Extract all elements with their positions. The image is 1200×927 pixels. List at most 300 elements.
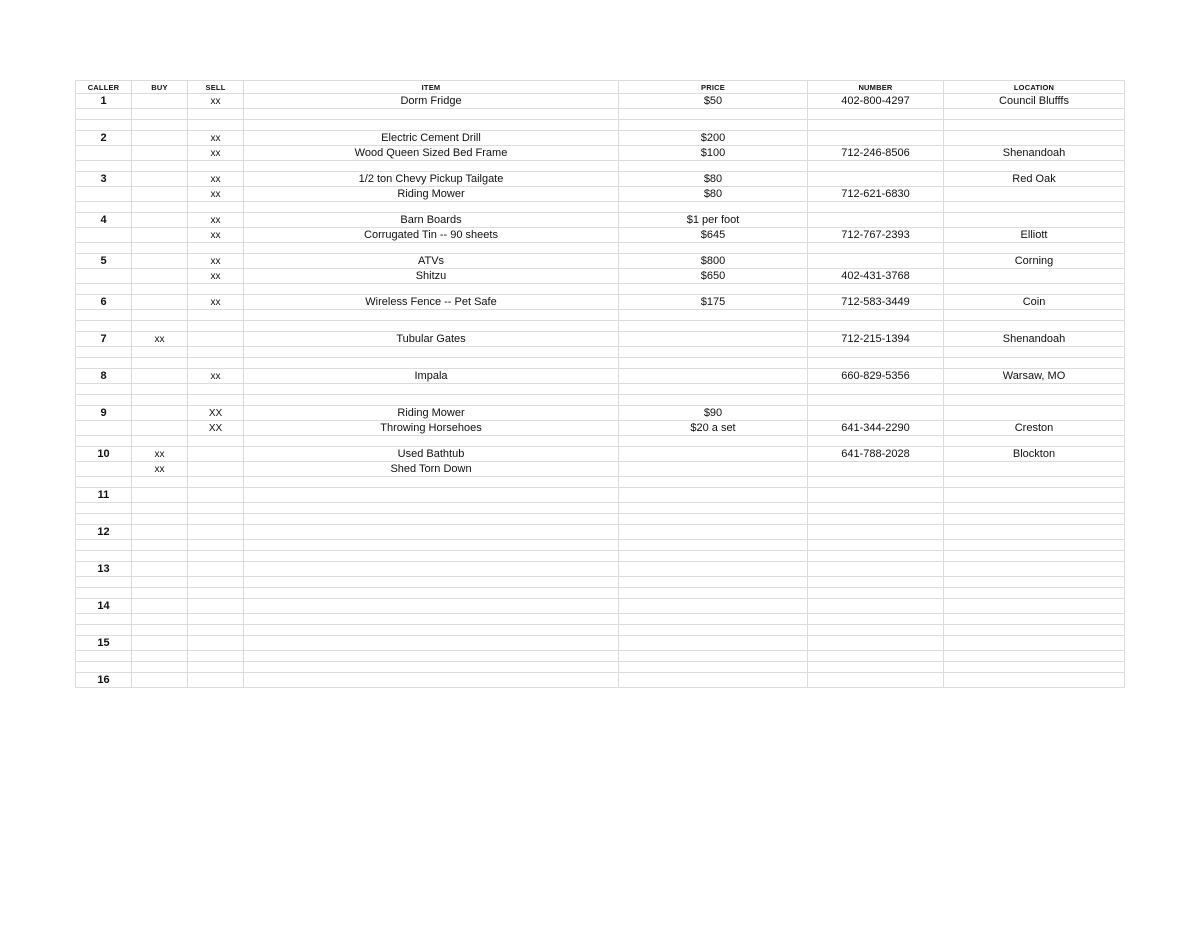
- item-cell: [244, 636, 619, 651]
- empty-cell: [619, 347, 808, 358]
- empty-cell: [808, 243, 944, 254]
- number-cell: [808, 599, 944, 614]
- sell-cell: XX: [188, 421, 244, 436]
- empty-cell: [76, 358, 132, 369]
- location-cell: [944, 562, 1125, 577]
- item-cell: Impala: [244, 369, 619, 384]
- empty-cell: [132, 551, 188, 562]
- empty-cell: [76, 161, 132, 172]
- empty-cell: [944, 161, 1125, 172]
- table-header: [76, 81, 1125, 94]
- empty-cell: [244, 120, 619, 131]
- number-cell: [808, 636, 944, 651]
- item-cell: Dorm Fridge: [244, 94, 619, 109]
- empty-cell: [188, 551, 244, 562]
- buy-cell: [132, 131, 188, 146]
- header-row: [76, 81, 1125, 94]
- price-cell: $1 per foot: [619, 213, 808, 228]
- location-cell: Red Oak: [944, 172, 1125, 187]
- spacer-row: [76, 503, 1125, 514]
- buy-cell: [132, 406, 188, 421]
- empty-cell: [188, 651, 244, 662]
- caller-cell: [76, 421, 132, 436]
- empty-cell: [76, 347, 132, 358]
- header-location: LOCATION: [944, 81, 1125, 94]
- location-cell: [944, 269, 1125, 284]
- empty-cell: [76, 614, 132, 625]
- empty-cell: [76, 477, 132, 488]
- location-cell: Council Blufffs: [944, 94, 1125, 109]
- empty-cell: [188, 358, 244, 369]
- empty-cell: [132, 477, 188, 488]
- empty-cell: [244, 551, 619, 562]
- empty-cell: [808, 358, 944, 369]
- empty-cell: [244, 358, 619, 369]
- empty-cell: [188, 202, 244, 213]
- table-row: [76, 213, 1125, 228]
- empty-cell: [944, 321, 1125, 332]
- location-cell: [944, 187, 1125, 202]
- spacer-row: [76, 540, 1125, 551]
- empty-cell: [76, 588, 132, 599]
- empty-cell: [132, 651, 188, 662]
- buy-cell: [132, 488, 188, 503]
- empty-cell: [808, 120, 944, 131]
- location-cell: Shenandoah: [944, 332, 1125, 347]
- caller-cell: 3: [76, 172, 132, 187]
- spacer-row: [76, 651, 1125, 662]
- buy-cell: xx: [132, 332, 188, 347]
- buy-cell: [132, 636, 188, 651]
- empty-cell: [244, 588, 619, 599]
- buy-cell: [132, 369, 188, 384]
- caller-cell: 1: [76, 94, 132, 109]
- empty-cell: [944, 540, 1125, 551]
- empty-cell: [76, 395, 132, 406]
- item-cell: Tubular Gates: [244, 332, 619, 347]
- location-cell: Blockton: [944, 447, 1125, 462]
- buy-cell: [132, 254, 188, 269]
- empty-cell: [244, 540, 619, 551]
- buy-cell: [132, 525, 188, 540]
- empty-cell: [808, 310, 944, 321]
- empty-cell: [76, 384, 132, 395]
- empty-cell: [244, 651, 619, 662]
- price-cell: $50: [619, 94, 808, 109]
- sell-cell: xx: [188, 228, 244, 243]
- empty-cell: [244, 514, 619, 525]
- spacer-row: [76, 662, 1125, 673]
- empty-cell: [619, 503, 808, 514]
- empty-cell: [944, 625, 1125, 636]
- table-row: [76, 488, 1125, 503]
- empty-cell: [188, 161, 244, 172]
- buy-cell: [132, 673, 188, 688]
- item-cell: Shed Torn Down: [244, 462, 619, 477]
- empty-cell: [944, 395, 1125, 406]
- empty-cell: [808, 384, 944, 395]
- item-cell: [244, 599, 619, 614]
- item-cell: Shitzu: [244, 269, 619, 284]
- location-cell: [944, 599, 1125, 614]
- header-number: NUMBER: [808, 81, 944, 94]
- empty-cell: [132, 514, 188, 525]
- spacer-row: [76, 310, 1125, 321]
- empty-cell: [132, 358, 188, 369]
- location-cell: Creston: [944, 421, 1125, 436]
- caller-cell: 13: [76, 562, 132, 577]
- empty-cell: [188, 514, 244, 525]
- table-row: [76, 269, 1125, 284]
- spacer-row: [76, 588, 1125, 599]
- empty-cell: [944, 310, 1125, 321]
- item-cell: Barn Boards: [244, 213, 619, 228]
- empty-cell: [619, 384, 808, 395]
- sell-cell: xx: [188, 172, 244, 187]
- empty-cell: [76, 310, 132, 321]
- table-row: [76, 94, 1125, 109]
- empty-cell: [619, 161, 808, 172]
- table-row: [76, 187, 1125, 202]
- price-cell: $80: [619, 172, 808, 187]
- empty-cell: [619, 577, 808, 588]
- sell-cell: [188, 673, 244, 688]
- empty-cell: [619, 514, 808, 525]
- sell-cell: xx: [188, 369, 244, 384]
- empty-cell: [808, 577, 944, 588]
- empty-cell: [188, 243, 244, 254]
- spacer-row: [76, 395, 1125, 406]
- empty-cell: [808, 347, 944, 358]
- location-cell: Corning: [944, 254, 1125, 269]
- empty-cell: [619, 310, 808, 321]
- price-cell: [619, 673, 808, 688]
- caller-cell: [76, 146, 132, 161]
- empty-cell: [808, 551, 944, 562]
- header-sell: SELL: [188, 81, 244, 94]
- table-row: [76, 332, 1125, 347]
- empty-cell: [808, 161, 944, 172]
- empty-cell: [188, 614, 244, 625]
- item-cell: Riding Mower: [244, 406, 619, 421]
- empty-cell: [244, 321, 619, 332]
- sell-cell: xx: [188, 213, 244, 228]
- caller-cell: 14: [76, 599, 132, 614]
- buy-cell: [132, 421, 188, 436]
- price-cell: [619, 562, 808, 577]
- empty-cell: [132, 120, 188, 131]
- empty-cell: [808, 514, 944, 525]
- caller-cell: 2: [76, 131, 132, 146]
- empty-cell: [76, 284, 132, 295]
- location-cell: [944, 131, 1125, 146]
- empty-cell: [76, 625, 132, 636]
- empty-cell: [244, 243, 619, 254]
- item-cell: Used Bathtub: [244, 447, 619, 462]
- number-cell: 402-800-4297: [808, 94, 944, 109]
- header-price: PRICE: [619, 81, 808, 94]
- empty-cell: [188, 662, 244, 673]
- item-cell: [244, 673, 619, 688]
- spacer-row: [76, 109, 1125, 120]
- price-cell: $100: [619, 146, 808, 161]
- caller-cell: 11: [76, 488, 132, 503]
- empty-cell: [188, 577, 244, 588]
- empty-cell: [808, 503, 944, 514]
- empty-cell: [808, 540, 944, 551]
- empty-cell: [619, 662, 808, 673]
- price-cell: $90: [619, 406, 808, 421]
- empty-cell: [244, 503, 619, 514]
- location-cell: Elliott: [944, 228, 1125, 243]
- empty-cell: [244, 477, 619, 488]
- sell-cell: [188, 636, 244, 651]
- empty-cell: [944, 588, 1125, 599]
- empty-cell: [944, 358, 1125, 369]
- spacer-row: [76, 614, 1125, 625]
- empty-cell: [132, 384, 188, 395]
- buy-cell: [132, 187, 188, 202]
- empty-cell: [132, 321, 188, 332]
- buy-cell: [132, 228, 188, 243]
- spacer-row: [76, 577, 1125, 588]
- empty-cell: [244, 395, 619, 406]
- price-cell: $175: [619, 295, 808, 310]
- empty-cell: [619, 243, 808, 254]
- item-cell: [244, 488, 619, 503]
- item-cell: [244, 562, 619, 577]
- number-cell: [808, 213, 944, 228]
- caller-cell: 15: [76, 636, 132, 651]
- empty-cell: [244, 625, 619, 636]
- number-cell: 641-344-2290: [808, 421, 944, 436]
- spacer-row: [76, 625, 1125, 636]
- price-cell: [619, 599, 808, 614]
- item-cell: Wood Queen Sized Bed Frame: [244, 146, 619, 161]
- empty-cell: [244, 614, 619, 625]
- caller-cell: 8: [76, 369, 132, 384]
- empty-cell: [76, 577, 132, 588]
- table-row: [76, 447, 1125, 462]
- empty-cell: [944, 514, 1125, 525]
- empty-cell: [132, 503, 188, 514]
- buy-cell: [132, 269, 188, 284]
- empty-cell: [619, 358, 808, 369]
- table-row: [76, 228, 1125, 243]
- item-cell: 1/2 ton Chevy Pickup Tailgate: [244, 172, 619, 187]
- empty-cell: [76, 662, 132, 673]
- empty-cell: [188, 321, 244, 332]
- empty-cell: [76, 540, 132, 551]
- item-cell: ATVs: [244, 254, 619, 269]
- empty-cell: [808, 395, 944, 406]
- number-cell: 402-431-3768: [808, 269, 944, 284]
- empty-cell: [944, 120, 1125, 131]
- buy-cell: [132, 599, 188, 614]
- sell-cell: xx: [188, 187, 244, 202]
- table-row: [76, 462, 1125, 477]
- number-cell: [808, 172, 944, 187]
- empty-cell: [132, 109, 188, 120]
- empty-cell: [619, 540, 808, 551]
- empty-cell: [944, 384, 1125, 395]
- buy-cell: [132, 213, 188, 228]
- empty-cell: [76, 243, 132, 254]
- spacer-row: [76, 477, 1125, 488]
- caller-cell: 6: [76, 295, 132, 310]
- empty-cell: [244, 284, 619, 295]
- price-cell: $645: [619, 228, 808, 243]
- item-cell: Corrugated Tin -- 90 sheets: [244, 228, 619, 243]
- table-row: [76, 599, 1125, 614]
- item-cell: Throwing Horsehoes: [244, 421, 619, 436]
- number-cell: 712-246-8506: [808, 146, 944, 161]
- table-row: [76, 172, 1125, 187]
- empty-cell: [76, 503, 132, 514]
- location-cell: Shenandoah: [944, 146, 1125, 161]
- number-cell: 641-788-2028: [808, 447, 944, 462]
- empty-cell: [944, 551, 1125, 562]
- table-row: [76, 295, 1125, 310]
- listings-table: [75, 80, 1125, 688]
- spacer-row: [76, 120, 1125, 131]
- price-cell: $800: [619, 254, 808, 269]
- table-row: [76, 131, 1125, 146]
- sell-cell: [188, 562, 244, 577]
- caller-cell: 10: [76, 447, 132, 462]
- item-cell: [244, 525, 619, 540]
- empty-cell: [619, 625, 808, 636]
- empty-cell: [244, 161, 619, 172]
- empty-cell: [132, 243, 188, 254]
- price-cell: [619, 447, 808, 462]
- buy-cell: [132, 146, 188, 161]
- table-row: [76, 406, 1125, 421]
- empty-cell: [808, 321, 944, 332]
- price-cell: $200: [619, 131, 808, 146]
- table-row: [76, 254, 1125, 269]
- empty-cell: [244, 202, 619, 213]
- price-cell: [619, 332, 808, 347]
- empty-cell: [188, 540, 244, 551]
- empty-cell: [808, 202, 944, 213]
- empty-cell: [132, 310, 188, 321]
- empty-cell: [132, 347, 188, 358]
- empty-cell: [244, 310, 619, 321]
- empty-cell: [619, 321, 808, 332]
- empty-cell: [76, 436, 132, 447]
- empty-cell: [808, 651, 944, 662]
- empty-cell: [944, 477, 1125, 488]
- sell-cell: [188, 332, 244, 347]
- empty-cell: [244, 384, 619, 395]
- empty-cell: [808, 477, 944, 488]
- empty-cell: [244, 662, 619, 673]
- empty-cell: [188, 503, 244, 514]
- empty-cell: [944, 651, 1125, 662]
- table-row: [76, 562, 1125, 577]
- empty-cell: [944, 109, 1125, 120]
- sell-cell: [188, 488, 244, 503]
- number-cell: [808, 131, 944, 146]
- empty-cell: [944, 614, 1125, 625]
- empty-cell: [244, 347, 619, 358]
- empty-cell: [619, 651, 808, 662]
- location-cell: [944, 636, 1125, 651]
- number-cell: 712-621-6830: [808, 187, 944, 202]
- table-row: [76, 421, 1125, 436]
- empty-cell: [944, 436, 1125, 447]
- caller-cell: [76, 187, 132, 202]
- header-item: ITEM: [244, 81, 619, 94]
- empty-cell: [188, 384, 244, 395]
- empty-cell: [188, 477, 244, 488]
- buy-cell: xx: [132, 462, 188, 477]
- price-cell: $80: [619, 187, 808, 202]
- sell-cell: [188, 462, 244, 477]
- empty-cell: [76, 202, 132, 213]
- location-cell: [944, 525, 1125, 540]
- location-cell: Coin: [944, 295, 1125, 310]
- caller-cell: 5: [76, 254, 132, 269]
- item-cell: Riding Mower: [244, 187, 619, 202]
- caller-cell: 4: [76, 213, 132, 228]
- caller-cell: 7: [76, 332, 132, 347]
- table-row: [76, 146, 1125, 161]
- buy-cell: [132, 172, 188, 187]
- sell-cell: XX: [188, 406, 244, 421]
- location-cell: [944, 673, 1125, 688]
- sell-cell: [188, 447, 244, 462]
- empty-cell: [619, 477, 808, 488]
- empty-cell: [188, 436, 244, 447]
- spacer-row: [76, 358, 1125, 369]
- empty-cell: [76, 651, 132, 662]
- empty-cell: [76, 551, 132, 562]
- spacer-row: [76, 384, 1125, 395]
- location-cell: [944, 406, 1125, 421]
- spacer-row: [76, 284, 1125, 295]
- number-cell: [808, 525, 944, 540]
- price-cell: [619, 488, 808, 503]
- location-cell: [944, 462, 1125, 477]
- empty-cell: [132, 577, 188, 588]
- sell-cell: xx: [188, 94, 244, 109]
- table-row: [76, 525, 1125, 540]
- spacer-row: [76, 161, 1125, 172]
- empty-cell: [619, 395, 808, 406]
- empty-cell: [619, 120, 808, 131]
- empty-cell: [188, 395, 244, 406]
- location-cell: [944, 488, 1125, 503]
- empty-cell: [188, 284, 244, 295]
- empty-cell: [944, 243, 1125, 254]
- empty-cell: [944, 503, 1125, 514]
- spacer-row: [76, 551, 1125, 562]
- empty-cell: [132, 540, 188, 551]
- item-cell: Electric Cement Drill: [244, 131, 619, 146]
- number-cell: [808, 673, 944, 688]
- empty-cell: [944, 662, 1125, 673]
- empty-cell: [188, 109, 244, 120]
- price-cell: $20 a set: [619, 421, 808, 436]
- table-row: [76, 673, 1125, 688]
- empty-cell: [619, 436, 808, 447]
- number-cell: [808, 254, 944, 269]
- empty-cell: [944, 347, 1125, 358]
- price-cell: [619, 525, 808, 540]
- empty-cell: [132, 588, 188, 599]
